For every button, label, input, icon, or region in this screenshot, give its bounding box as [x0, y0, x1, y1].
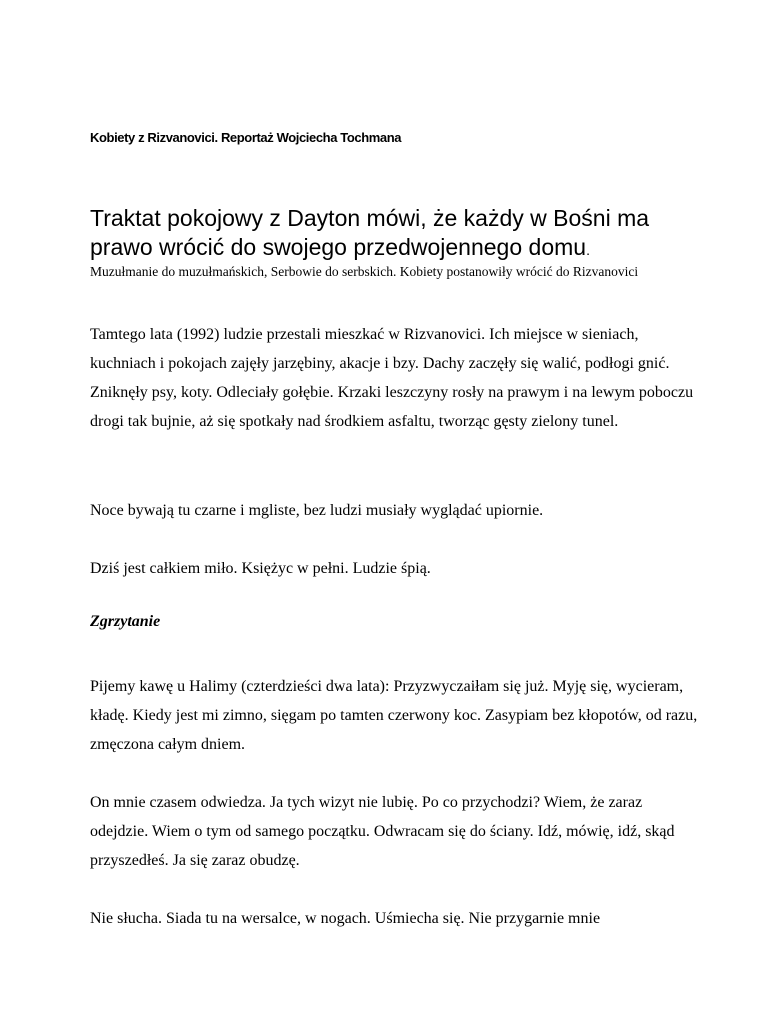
paragraph-3: Dziś jest całkiem miło. Księżyc w pełni. Ludzie śpią.: [90, 560, 431, 577]
paragraph-5: On mnie czasem odwiedza. Ja tych wizyt nie lubię. Po co przychodzi? Wiem, że zaraz odejdzie. Wiem o tym od samego początku. Odwracam się do ściany. Idź, mówię, idź, skąd przyszedłeś. Ja się zaraz obudzę.: [90, 794, 675, 869]
paragraph-6: Nie słucha. Siada tu na wersalce, w nogach. Uśmiecha się. Nie przygarnie mnie: [90, 910, 601, 927]
section-subhead: Zgrzytanie: [90, 613, 161, 630]
article-headline: [90, 204, 690, 265]
article-lead: Muzułmanie do muzułmańskich, Serbowie do serbskich. Kobiety postanowiły wrócić do Rizvanovici: [90, 264, 639, 279]
article-kicker: Kobiety z Rizvanovici. Reportaż Wojciecha Tochmana: [90, 130, 402, 145]
headline-period: .: [586, 242, 590, 258]
paragraph-2: Noce bywają tu czarne i mgliste, bez ludzi musiały wyglądać upiornie.: [90, 502, 544, 519]
headline-text: Traktat pokojowy z Dayton mówi, że każdy w Bośni ma prawo wrócić do swojego przedwojennego domu: [90, 205, 650, 260]
paragraph-4: Pijemy kawę u Halimy (czterdzieści dwa lata): Przyzwyczaiłam się już. Myję się, wycieram, kładę. Kiedy jest mi zimno, sięgam po tamten czerwony koc. Zasypiam bez kłopotów, od razu, zmęczona całym dniem.: [90, 678, 698, 753]
paragraph-1: Tamtego lata (1992) ludzie przestali mieszkać w Rizvanovici. Ich miejsce w sieniach, kuchniach i pokojach zajęły jarzębiny, akacje i bzy. Dachy zaczęły się walić, podłogi gnić. Zniknęły psy, koty. Odleciały gołębie. Krzaki leszczyny rosły na prawym i na lewym poboczu drogi tak bujnie, aż się spotkały nad środkiem asfaltu, tworząc gęsty zielony tunel.: [90, 326, 694, 430]
